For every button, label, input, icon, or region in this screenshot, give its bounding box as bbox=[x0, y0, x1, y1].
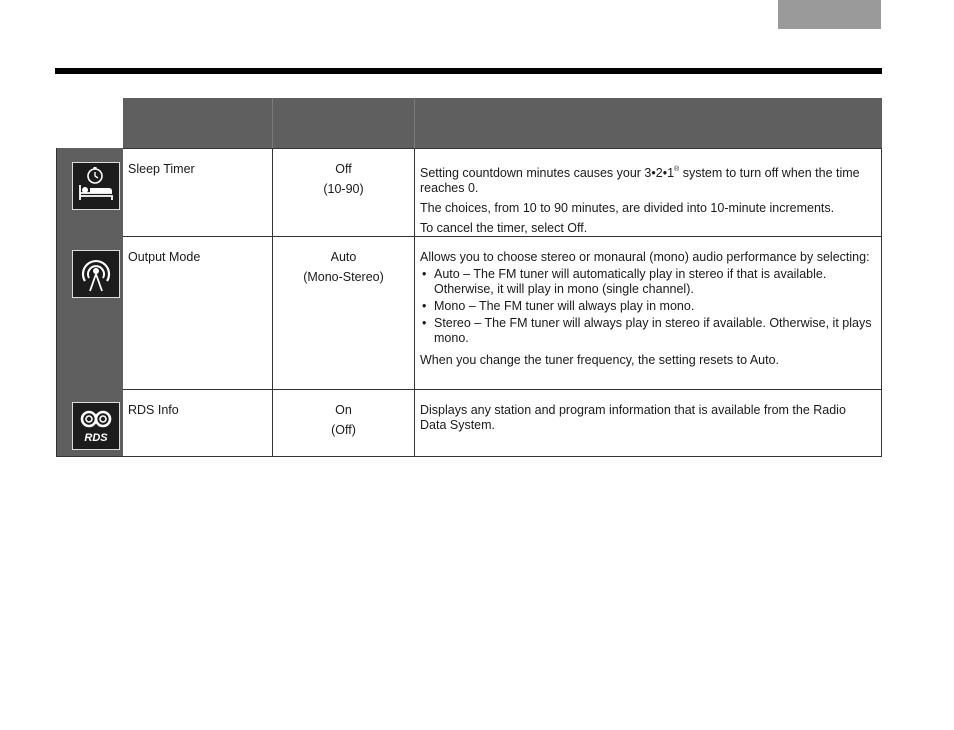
setting-description bbox=[415, 390, 882, 456]
header-rule bbox=[55, 68, 882, 74]
icon-column bbox=[56, 148, 123, 457]
setting-name bbox=[123, 237, 273, 389]
list-item: • Auto – The FM tuner will automatically play in stereo if that is available. Otherwise, it will play in mono (single channel). bbox=[420, 267, 873, 297]
setting-value bbox=[273, 390, 415, 456]
setting-name-text: Sleep Timer bbox=[128, 162, 195, 176]
default-value: On bbox=[335, 403, 352, 417]
default-value: Auto bbox=[330, 250, 357, 264]
description-paragraph: Allows you to choose stereo or monaural (mono) audio performance by selecting: bbox=[420, 250, 870, 264]
description-paragraph: To cancel the timer, select Off. bbox=[420, 221, 588, 235]
setting-description bbox=[415, 237, 882, 389]
alternate-values: (Off) bbox=[331, 423, 356, 437]
description-paragraph: Displays any station and program information that is available from the Radio Data System. bbox=[420, 403, 846, 432]
sleep-timer-icon bbox=[72, 162, 120, 210]
list-item: • Mono – The FM tuner will always play in mono. bbox=[420, 299, 873, 314]
setting-name-text: RDS Info bbox=[128, 403, 179, 417]
description-paragraph: When you change the tuner frequency, the setting resets to Auto. bbox=[420, 353, 780, 367]
page-tab bbox=[778, 0, 881, 29]
rds-icon-label: RDS bbox=[84, 432, 108, 444]
setting-description bbox=[415, 149, 882, 236]
setting-value bbox=[273, 237, 415, 389]
description-paragraph: Setting countdown minutes causes your 3•2•1® system to turn off when the time reaches 0. bbox=[420, 166, 860, 195]
table-row-output-mode bbox=[123, 237, 882, 390]
table-header bbox=[123, 98, 882, 148]
fm-antenna-icon bbox=[72, 250, 120, 298]
table-row-rds-info bbox=[123, 390, 882, 457]
setting-name bbox=[123, 390, 273, 456]
default-value: Off bbox=[335, 162, 352, 176]
list-item: • Stereo – The FM tuner will always play in stereo if available. Otherwise, it plays mono. bbox=[420, 316, 873, 346]
setting-name bbox=[123, 149, 273, 236]
header-divider bbox=[272, 98, 273, 148]
description-paragraph: The choices, from 10 to 90 minutes, are divided into 10-minute increments. bbox=[420, 201, 835, 215]
registered-mark: ® bbox=[674, 166, 680, 173]
alternate-values: (10-90) bbox=[323, 182, 364, 196]
alternate-values: (Mono-Stereo) bbox=[303, 270, 384, 284]
header-divider bbox=[414, 98, 415, 148]
setting-value bbox=[273, 149, 415, 236]
setting-name-text: Output Mode bbox=[128, 250, 201, 264]
option-list bbox=[420, 267, 873, 346]
table-row-sleep-timer bbox=[123, 148, 882, 237]
rds-icon bbox=[72, 402, 120, 450]
